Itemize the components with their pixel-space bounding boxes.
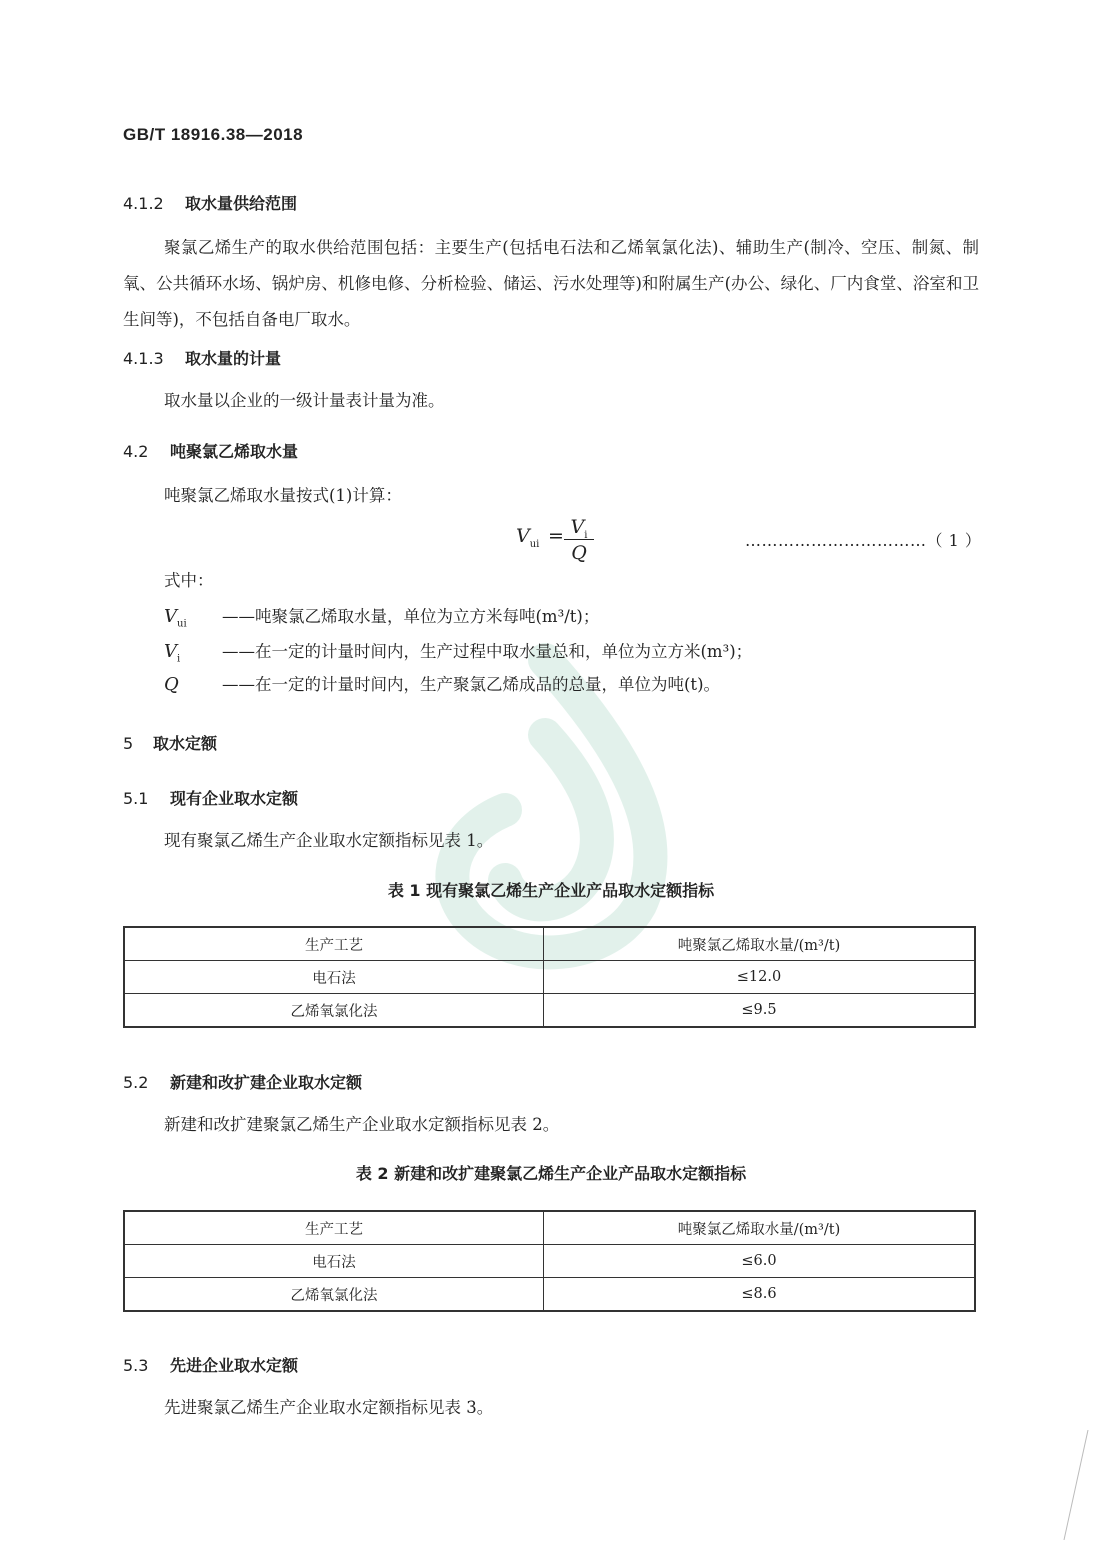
formula-denominator: Q: [571, 542, 587, 564]
variable-definition: [164, 671, 720, 698]
paragraph-formula-intro: 吨聚氯乙烯取水量按式(1)计算：: [164, 486, 402, 505]
section-heading-5-3: [123, 1353, 298, 1376]
quota-cell: ≤12.0: [544, 961, 976, 994]
process-cell: 乙烯氧氯化法: [124, 1278, 544, 1312]
section-heading-5-2: [123, 1070, 362, 1093]
variable-symbol: Q: [164, 674, 179, 695]
variable-desc: ——在一定的计量时间内，生产聚氯乙烯成品的总量，单位为吨(t)。: [222, 675, 721, 694]
section-number: 5.2: [123, 1073, 149, 1092]
section-title: 取水定额: [153, 734, 218, 753]
process-cell: 电石法: [124, 961, 544, 994]
paragraph-metering: 取水量以企业的一级计量表计量为准。: [164, 391, 445, 410]
section-title: 现有企业取水定额: [170, 789, 299, 808]
variable-symbol: $V_i$: [164, 641, 181, 665]
quota-cell: ≤8.6: [544, 1278, 976, 1312]
variable-symbol: $V_{ui}$: [164, 606, 187, 630]
section-number: 5: [123, 734, 134, 753]
section-number: 5.1: [123, 789, 149, 808]
variable-definition: [164, 603, 599, 630]
formula-numerator: $V_i$: [570, 516, 588, 541]
process-cell: 乙烯氧氯化法: [124, 994, 544, 1028]
where-label: 式中：: [164, 571, 214, 590]
formula-number: ……………………………（ 1 ）: [745, 531, 982, 550]
header-cell: 吨聚氯乙烯取水量/(m³/t): [544, 927, 976, 961]
table-1-caption: 表 1 现有聚氯乙烯生产企业产品取水定额指标: [387, 881, 715, 900]
standard-number: GB/T 18916.38—2018: [123, 125, 304, 144]
header-cell: 吨聚氯乙烯取水量/(m³/t): [544, 1211, 976, 1245]
formula-fraction: [564, 516, 594, 564]
section-title: 新建和改扩建企业取水定额: [170, 1073, 363, 1092]
section-title: 取水量的计量: [185, 349, 282, 368]
section-number: 4.2: [123, 442, 149, 461]
quota-cell: ≤6.0: [544, 1245, 976, 1278]
paragraph-existing-enterprise: 现有聚氯乙烯生产企业取水定额指标见表 1。: [164, 831, 494, 850]
paragraph-new-enterprise: 新建和改扩建聚氯乙烯生产企业取水定额指标见表 2。: [164, 1115, 560, 1134]
formula-lhs: $V_{ui}$: [516, 525, 540, 550]
table-row: [124, 1245, 975, 1278]
section-title: 吨聚氯乙烯取水量: [170, 442, 299, 461]
section-title: 取水量供给范围: [185, 194, 298, 213]
table-header-row: [124, 927, 975, 961]
header-cell: 生产工艺: [124, 927, 544, 961]
section-heading-4-1-2: [123, 191, 297, 214]
section-number: 4.1.3: [123, 349, 164, 368]
section-heading-4-1-3: [123, 346, 281, 369]
variable-desc: ——吨聚氯乙烯取水量，单位为立方米每吨(m³/t)；: [222, 607, 600, 626]
section-title: 先进企业取水定额: [170, 1356, 299, 1375]
variable-desc: ——在一定的计量时间内，生产过程中取水量总和，单位为立方米(m³)；: [222, 642, 753, 661]
scan-edge-line: [1060, 1430, 1090, 1540]
table-header-row: [124, 1211, 975, 1245]
process-cell: 电石法: [124, 1245, 544, 1278]
paragraph-advanced-enterprise: 先进聚氯乙烯生产企业取水定额指标见表 3。: [164, 1398, 494, 1417]
table-row: [124, 994, 975, 1028]
variable-definition: [164, 638, 752, 665]
header-cell: 生产工艺: [124, 1211, 544, 1245]
table-row: [124, 961, 975, 994]
section-number: 5.3: [123, 1356, 149, 1375]
table-2-caption: 表 2 新建和改扩建聚氯乙烯生产企业产品取水定额指标: [355, 1164, 747, 1183]
table-1: [123, 926, 976, 1028]
formula-equals: =: [548, 525, 564, 547]
quota-cell: ≤9.5: [544, 994, 976, 1028]
section-number: 4.1.2: [123, 194, 164, 213]
section-heading-4-2: [123, 439, 298, 462]
table-2: [123, 1210, 976, 1312]
section-heading-5-1: [123, 786, 298, 809]
section-heading-5: [123, 731, 217, 754]
table-row: [124, 1278, 975, 1312]
paragraph-supply-scope: 聚氯乙烯生产的取水供给范围包括：主要生产(包括电石法和乙烯氧氯化法)、辅助生产(制冷、空压、制氮、制氧、公共循环水场、锅炉房、机修电修、分析检验、储运、污水处理等)和附属生产(办公、绿化、厂内食堂、浴室和卫生间等)，不包括自备电厂取水。: [123, 238, 979, 329]
